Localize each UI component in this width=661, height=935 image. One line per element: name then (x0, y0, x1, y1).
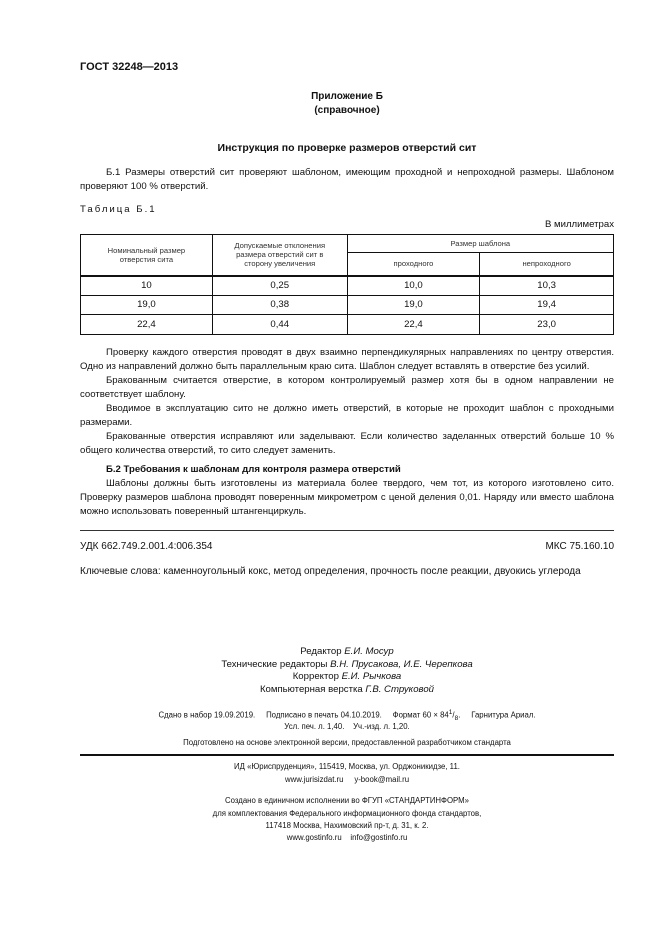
paragraph-text: Б.1 Размеры отверстий сит проверяют шаблоном, имеющим проходной и непроходной размеры. Шаблоном проверяют 100 % отверстий. (80, 167, 614, 192)
header-nominal: Номинальный размер отверстия сита (81, 235, 213, 276)
credit-role: Технические редакторы (221, 658, 331, 670)
creator-email-link[interactable]: info@gostinfo.ru (350, 833, 408, 842)
print-sheets: Усл. печ. л. 1,40. (284, 722, 345, 731)
credit-role: Корректор (292, 671, 342, 682)
table-cell: 22,4 (81, 315, 213, 335)
format-sub: 8 (454, 715, 459, 723)
table-cell: 19,0 (81, 295, 213, 315)
creator-line-3: 117418 Москва, Нахимовский пр-т, д. 31, к. 2. (265, 821, 429, 830)
table-cell: 0,44 (212, 315, 347, 335)
credit-line (80, 671, 614, 684)
paragraph-b1 (80, 166, 614, 194)
keywords: Ключевые слова: каменноугольный кокс, метод определения, прочность после реакции, двуокись углерода (80, 566, 581, 577)
publisher-sheets: Уч.-изд. л. 1,20. (353, 722, 410, 731)
sieve-table (80, 234, 614, 335)
mks: МКС 75.160.10 (545, 541, 614, 552)
creator-line-1: Создано в единичном исполнении во ФГУП «СТАНДАРТИНФОРМ» (225, 796, 469, 805)
publisher-contacts (80, 775, 614, 784)
prepared-note: Подготовлено на основе электронной версии, предоставленной разработчиком стандарта (183, 738, 511, 747)
paragraph-text: Вводимое в эксплуатацию сито не должно иметь отверстий, в которые не проходит шаблон с проходными размерами. (80, 403, 614, 428)
table-cell: 19,4 (480, 295, 614, 315)
credit-line (80, 659, 614, 672)
appendix-kind: (справочное) (314, 105, 380, 116)
header-go: проходного (347, 253, 480, 276)
credit-role: Редактор (300, 646, 345, 657)
paragraph-text: Проверку каждого отверстия проводят в двух взаимно перпендикулярных направлениях по центру отверстия. Одно из направлений должно быть параллельным краю сита. Шаблон следует вставлять в отверстие без усилий. (80, 347, 614, 372)
creator-site-link[interactable]: www.gostinfo.ru (286, 833, 342, 842)
section-b2-title: Б.2 Требования к шаблонам для контроля размера отверстий (106, 464, 401, 475)
table-cell: 0,25 (212, 276, 347, 296)
credit-name: Г.В. Струковой (365, 683, 435, 695)
credit-name: Е.И. Мосур (344, 646, 394, 657)
section-title: Инструкция по проверке размеров отверстий сит (217, 142, 477, 154)
udk: УДК 662.749.2.001.4:006.354 (80, 541, 213, 552)
print-info-2 (80, 722, 614, 731)
signed-date: Подписано в печать 04.10.2019. (266, 710, 382, 720)
doc-code: ГОСТ 32248—2013 (80, 61, 179, 73)
table-cell: 19,0 (347, 295, 480, 315)
paragraphs (80, 346, 614, 519)
creator-line-2: для комплектования Федерального информационного фонда стандартов, (212, 809, 482, 818)
table-row (81, 295, 614, 315)
creator-contacts (80, 833, 614, 842)
paragraph-text: Бракованным считается отверстие, в котором контролируемый размер хотя бы в одном направлении не соответствует шаблону. (80, 375, 614, 400)
publisher-email-link[interactable]: y-book@mail.ru (354, 775, 410, 784)
print-info-1: Сдано в набор 19.09.2019. Подписано в печать 04.10.2019. Формат $60 \times 84^1/_8$. Гарнитура Ариал. (158, 709, 536, 723)
credit-name: В.Н. Прусакова, И.Е. Черепкова (330, 658, 473, 670)
divider (80, 530, 614, 531)
typeface: Гарнитура Ариал. (471, 710, 536, 720)
table-row (81, 276, 614, 296)
table-cell: 0,38 (212, 295, 347, 315)
table-label: Таблица Б.1 (80, 204, 157, 215)
credit-name: Е.И. Рычкова (341, 671, 402, 682)
credit-line (80, 646, 614, 659)
credits (80, 646, 614, 696)
publisher-line: ИД «Юриспруденция», 115419, Москва, ул. Орджоникидзе, 11. (234, 762, 460, 771)
table-row (81, 315, 614, 335)
table-cell: 23,0 (480, 315, 614, 335)
credit-line (80, 684, 614, 697)
publisher-site-link[interactable]: www.jurisizdat.ru (284, 775, 344, 784)
format-sup: 1 (448, 709, 453, 716)
header-no-go: непроходного (480, 253, 614, 276)
format: Формат 60 × 84 (392, 710, 449, 720)
appendix-title: Приложение Б (311, 91, 383, 102)
paragraph-text: Шаблоны должны быть изготовлены из материала более твердого, чем тот, из которого изготовлено сито. Проверку размеров шаблона проводят поверенным микрометром с ценой деления 0,01. Наряду или вместо шаблона можно использовать поверенный штангенциркуль. (80, 478, 614, 517)
header-template-size: Размер шаблона (347, 235, 613, 253)
paragraph-text: Бракованные отверстия исправляют или заделывают. Если количество заделанных отверстий больше 10 % общего количества отверстий, то сито следует заменить. (80, 431, 614, 456)
header-tolerance: Допускаемые отклонения размера отверстий сит в сторону увеличения (212, 235, 347, 276)
submitted-date: Сдано в набор 19.09.2019. (158, 710, 256, 720)
table-cell: 22,4 (347, 315, 480, 335)
table-cell: 10 (81, 276, 213, 296)
table-cell: 10,0 (347, 276, 480, 296)
credit-role: Компьютерная верстка (259, 683, 366, 695)
table-cell: 10,3 (480, 276, 614, 296)
table-units: В миллиметрах (544, 219, 614, 230)
divider-thick (80, 754, 614, 756)
